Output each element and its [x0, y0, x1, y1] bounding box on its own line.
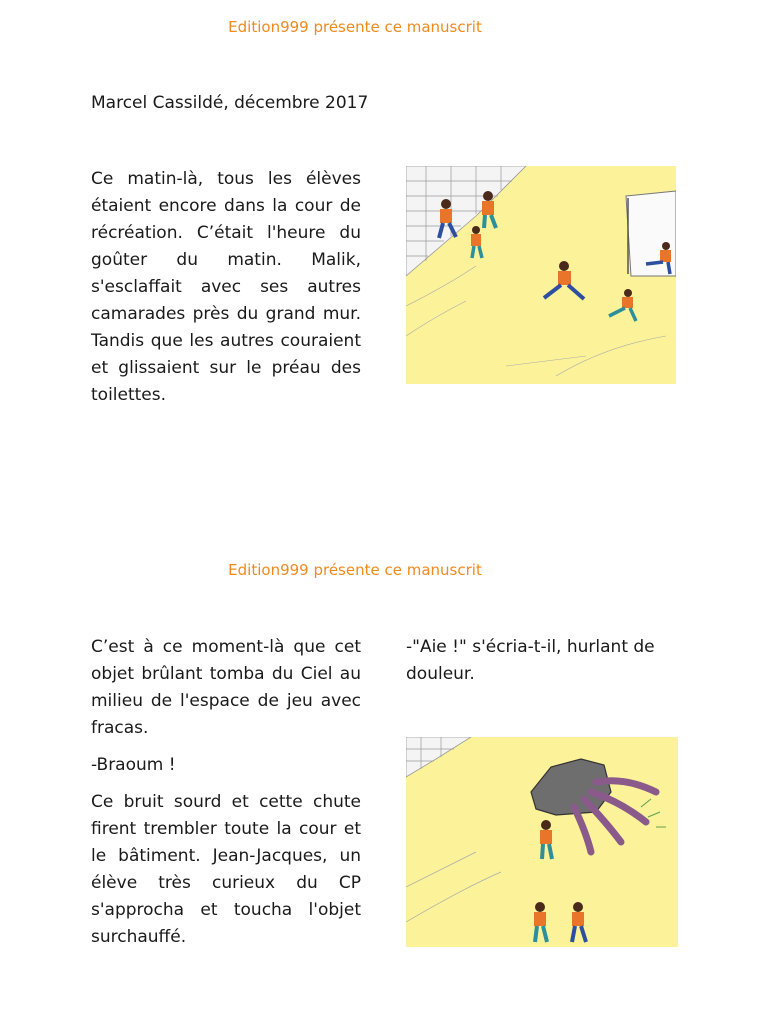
paragraph-text: Ce matin-là, tous les élèves étaient encore dans la cour de récréation. C’était l'heure du goûter du matin. Malik, s'esclaffait avec ses autres camarades près du grand mur. Tandis que les autres couraient et glissaient sur le préau des toilettes.	[91, 169, 361, 405]
paragraph-text: -"Aie !" s'écria-t-il, hurlant de douleur.	[406, 637, 655, 684]
falling-object-illustration	[406, 737, 678, 947]
story-right-column	[406, 634, 676, 698]
page-header: Edition999 présente ce manuscrit	[228, 561, 482, 579]
page-header: Edition999 présente ce manuscrit	[228, 18, 482, 36]
story-paragraph	[91, 166, 361, 419]
paragraph-text: Ce bruit sourd et cette chute firent trembler toute la cour et le bâtiment. Jean-Jacques, un élève très curieux du CP s'approcha et toucha l'objet surchauffé.	[91, 792, 361, 947]
paragraph-text: -Braoum !	[91, 755, 176, 775]
schoolyard-illustration	[406, 166, 676, 384]
story-left-column	[91, 634, 361, 961]
paragraph-text: C’est à ce moment-là que cet objet brûlant tomba du Ciel au milieu de l'espace de jeu avec fracas.	[91, 637, 361, 738]
author-line: Marcel Cassildé, décembre 2017	[91, 93, 369, 113]
